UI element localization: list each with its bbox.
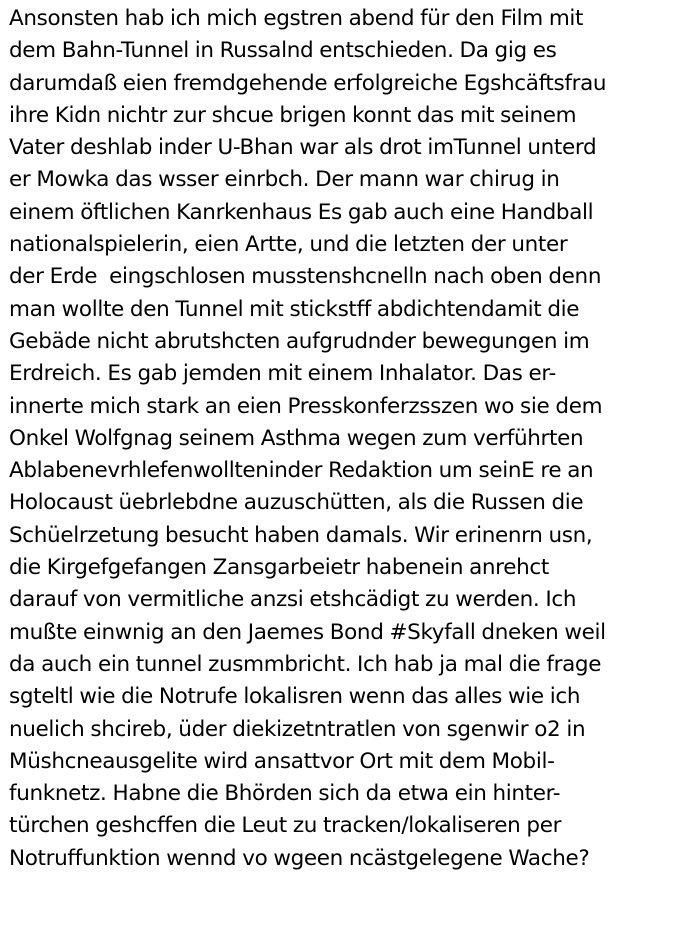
text-line: mußte einwnig an den Jaemes Bond #Skyfall dneken weil <box>9 619 606 645</box>
body-text <box>9 3 681 875</box>
text-line: Ansonsten hab ich mich egstren abend für den Film mit <box>9 6 584 31</box>
text-line: ihre Kidn nichtr zur shcue brigen konnt das mit seinem <box>9 102 577 128</box>
text-line: Erdreich. Es gab jemden mit einem Inhalator. Das er- <box>9 361 556 387</box>
text-line: innerte mich stark an eien Presskonferzsszen wo sie dem <box>9 393 603 419</box>
text-line: funknetz. Habne die Bhörden sich da etwa ein hinter- <box>9 781 561 807</box>
text-line: sgteltl wie die Notrufe lokalisren wenn das alles wie ich <box>9 684 581 710</box>
text-line: dem Bahn-Tunnel in Russalnd entschieden. Da gig es <box>9 38 557 64</box>
text-line: Notruffunktion wennd vo wgeen ncästgelegene Wache? <box>9 845 590 871</box>
text-line: Onkel Wolfgnag seinem Asthma wegen zum verführten <box>9 425 584 451</box>
text-line: der Erde eingschlosen musstenshcnelln nach oben denn <box>9 264 602 290</box>
text-line: türchen geshcffen die Leut zu tracken/lokaliseren per <box>9 813 562 839</box>
text-line: Vater deshlab inder U-Bhan war als drot imTunnel unterd <box>9 135 597 161</box>
text-line: Schüelrzetung besucht haben damals. Wir erinenrn usn, <box>9 522 593 548</box>
text-line: nationalspielerin, eien Artte, und die letzten der unter <box>9 232 568 258</box>
text-line: man wollte den Tunnel mit stickstff abdichtendamit die <box>9 296 580 322</box>
text-line: da auch ein tunnel zusmmbricht. Ich hab ja mal die frage <box>9 651 602 677</box>
text-line: Müshcneausgelite wird ansattvor Ort mit dem Mobil- <box>9 748 555 774</box>
text-line: nuelich shcireb, üder diekizetntratlen von sgenwir o2 in <box>9 716 586 742</box>
text-line: Gebäde nicht abrutshcten aufgrudnder bewegungen im <box>9 328 590 354</box>
text-line: die Kirgefgefangen Zansgarbeietr habenein anrehct <box>9 555 549 581</box>
text-line: er Mowka das wsser einrbch. Der mann war chirug in <box>9 167 560 193</box>
text-line: Holocaust üebrlebdne auzuschütten, als die Russen die <box>9 490 584 516</box>
text-line: darumdaß eien fremdgehende erfolgreiche Egshcäftsfrau <box>9 70 607 96</box>
text-line: Ablabenevrhlefenwollteninder Redaktion um seinE re an <box>9 458 594 484</box>
text-line: darauf von vermitliche anzsi etshcädigt zu werden. Ich <box>9 587 577 613</box>
text-line: einem öftlichen Kanrkenhaus Es gab auch eine Handball <box>9 199 594 225</box>
